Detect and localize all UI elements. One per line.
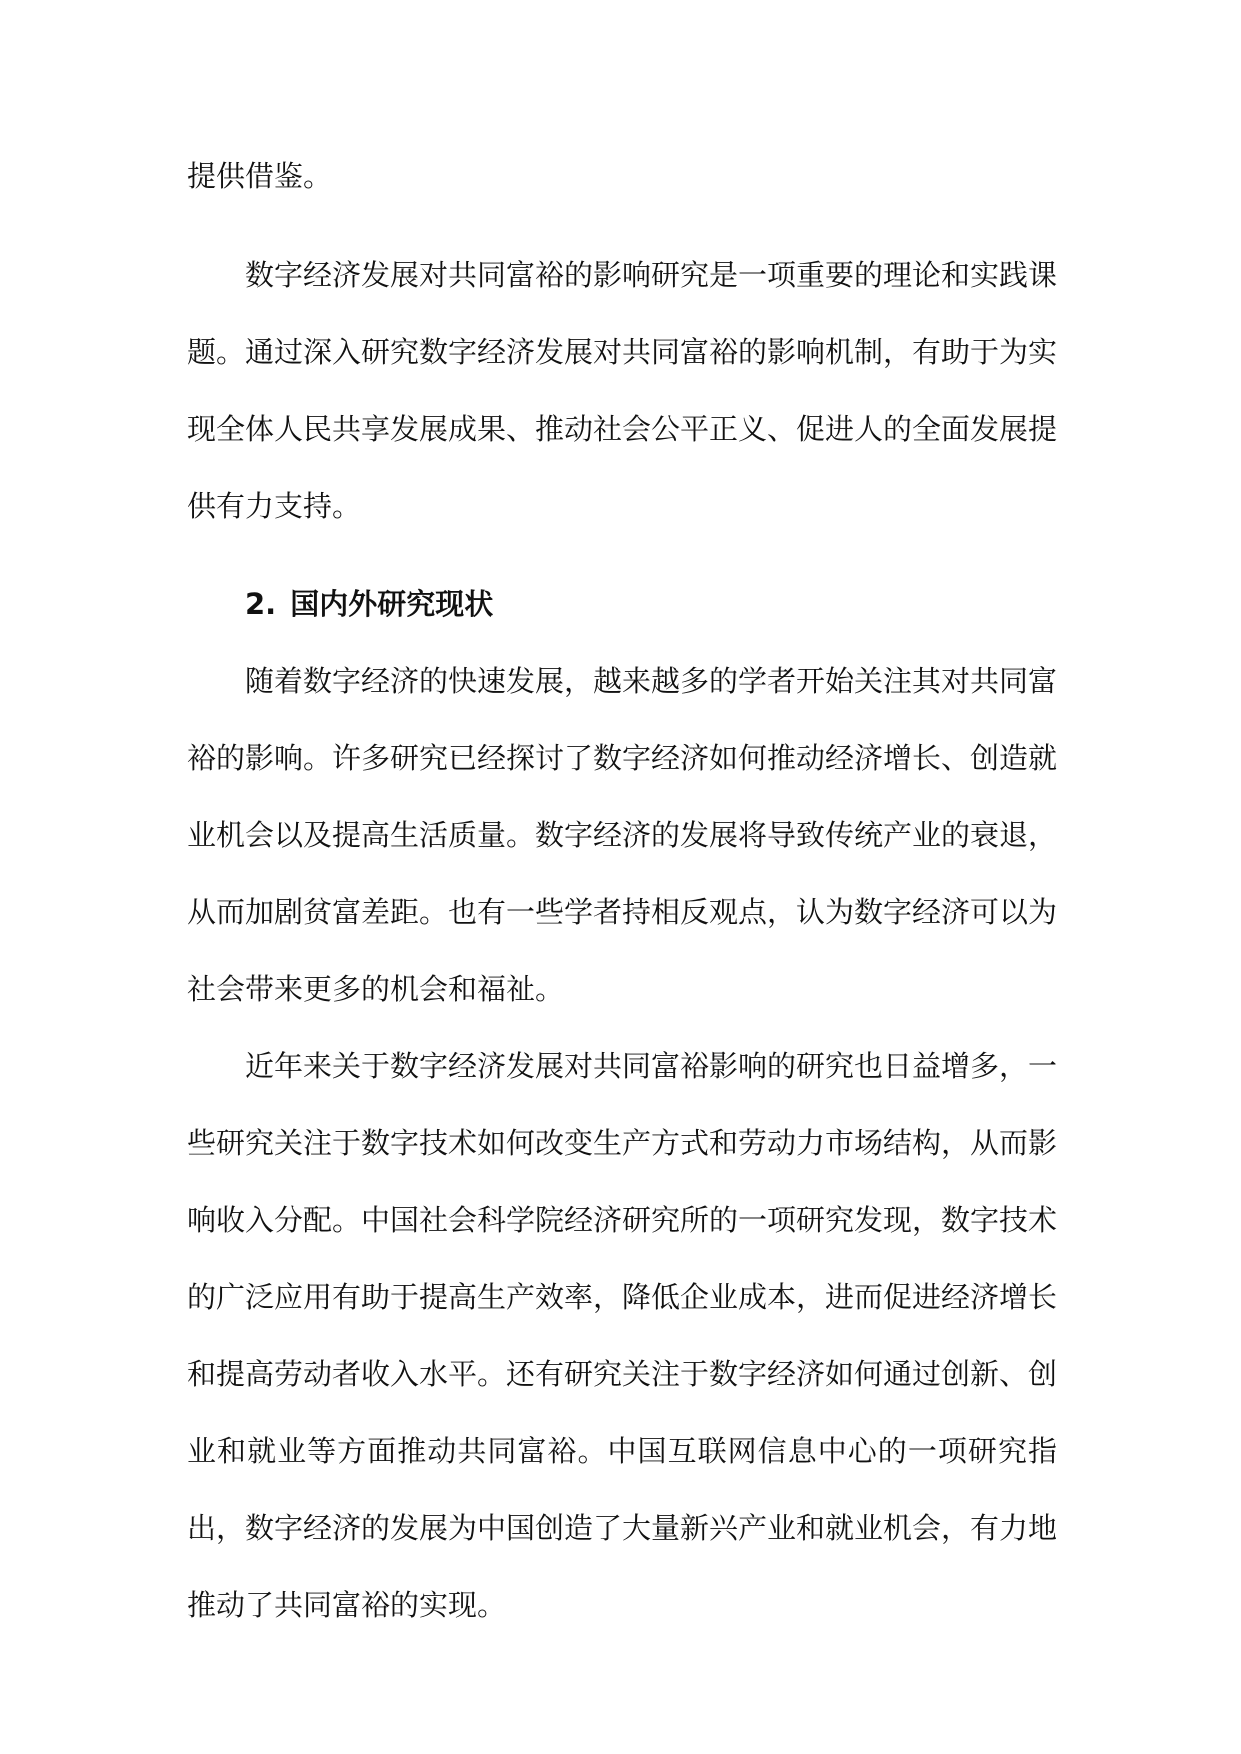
document-body — [187, 138, 1057, 1644]
section-title: 国内外研究现状 — [290, 587, 494, 621]
section-number: 2. — [245, 587, 277, 621]
section-heading — [187, 566, 1057, 643]
paragraph-significance: 数字经济发展对共同富裕的影响研究是一项重要的理论和实践课题。通过深入研究数字经济发展对共同富裕的影响机制，有助于为实现全体人民共享发展成果、推动社会公平正义、促进人的全面发展提供有力支持。 — [187, 258, 1058, 523]
paragraph-research-overview: 随着数字经济的快速发展，越来越多的学者开始关注其对共同富裕的影响。许多研究已经探讨了数字经济如何推动经济增长、创造就业机会以及提高生活质量。数字经济的发展将导致传统产业的衰退，从而加剧贫富差距。也有一些学者持相反观点，认为数字经济可以为社会带来更多的机会和福祉。 — [187, 664, 1058, 1006]
paragraph-recent-research: 近年来关于数字经济发展对共同富裕影响的研究也日益增多，一些研究关注于数字技术如何改变生产方式和劳动力市场结构，从而影响收入分配。中国社会科学院经济研究所的一项研究发现，数字技术的广泛应用有助于提高生产效率，降低企业成本，进而促进经济增长和提高劳动者收入水平。还有研究关注于数字经济如何通过创新、创业和就业等方面推动共同富裕。中国互联网信息中心的一项研究指出，数字经济的发展为中国创造了大量新兴产业和就业机会，有力地推动了共同富裕的实现。 — [187, 1049, 1058, 1622]
paragraph-carryover: 提供借鉴。 — [187, 159, 333, 193]
